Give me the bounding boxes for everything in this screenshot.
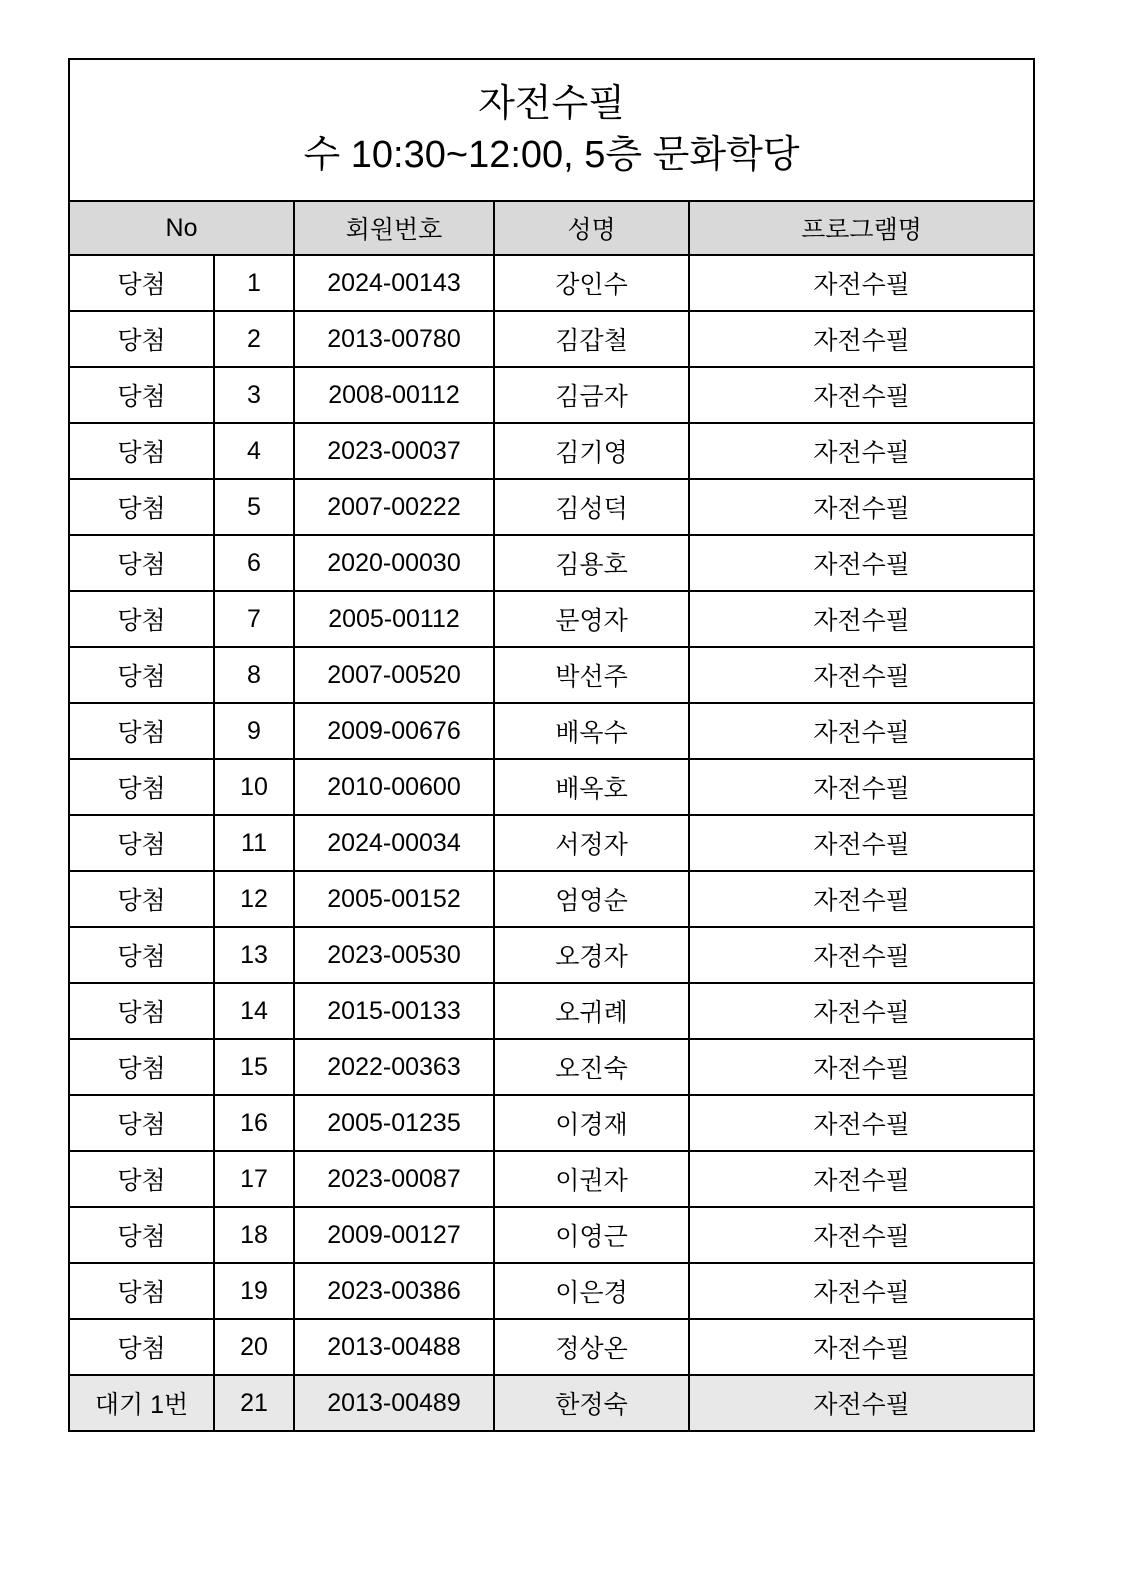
cell-name: 김갑철 (494, 311, 689, 367)
cell-name: 오경자 (494, 927, 689, 983)
cell-member-no: 2009-00127 (294, 1207, 494, 1263)
cell-member-no: 2023-00087 (294, 1151, 494, 1207)
table-row (69, 703, 1034, 759)
title-row (69, 59, 1034, 201)
cell-name: 엄영순 (494, 871, 689, 927)
cell-status: 당첨 (69, 927, 214, 983)
cell-name: 문영자 (494, 591, 689, 647)
cell-status: 당첨 (69, 1095, 214, 1151)
cell-status: 당첨 (69, 759, 214, 815)
cell-status: 당첨 (69, 1207, 214, 1263)
table-body (69, 255, 1034, 1431)
table-row (69, 311, 1034, 367)
cell-status: 당첨 (69, 647, 214, 703)
cell-member-no: 2007-00222 (294, 479, 494, 535)
cell-name: 배옥호 (494, 759, 689, 815)
cell-member-no: 2020-00030 (294, 535, 494, 591)
cell-status: 당첨 (69, 703, 214, 759)
table-row (69, 927, 1034, 983)
cell-status: 당첨 (69, 871, 214, 927)
cell-status: 당첨 (69, 255, 214, 311)
page-title (69, 59, 1034, 201)
cell-program: 자전수필 (689, 1319, 1034, 1375)
cell-program: 자전수필 (689, 647, 1034, 703)
cell-name: 서정자 (494, 815, 689, 871)
cell-program: 자전수필 (689, 759, 1034, 815)
cell-member-no: 2008-00112 (294, 367, 494, 423)
cell-program: 자전수필 (689, 927, 1034, 983)
cell-no: 21 (214, 1375, 294, 1431)
cell-no: 3 (214, 367, 294, 423)
cell-member-no: 2023-00530 (294, 927, 494, 983)
cell-no: 6 (214, 535, 294, 591)
cell-no: 5 (214, 479, 294, 535)
cell-name: 박선주 (494, 647, 689, 703)
cell-status: 당첨 (69, 1151, 214, 1207)
table-row (69, 759, 1034, 815)
table-row (69, 1263, 1034, 1319)
table-row (69, 255, 1034, 311)
cell-member-no: 2024-00143 (294, 255, 494, 311)
cell-no: 18 (214, 1207, 294, 1263)
cell-name: 정상온 (494, 1319, 689, 1375)
cell-name: 김기영 (494, 423, 689, 479)
table-row (69, 591, 1034, 647)
table-row (69, 479, 1034, 535)
cell-no: 11 (214, 815, 294, 871)
cell-member-no: 2023-00386 (294, 1263, 494, 1319)
cell-no: 19 (214, 1263, 294, 1319)
cell-member-no: 2023-00037 (294, 423, 494, 479)
cell-no: 7 (214, 591, 294, 647)
cell-name: 이경재 (494, 1095, 689, 1151)
table-row (69, 1039, 1034, 1095)
table-row (69, 1375, 1034, 1431)
cell-no: 1 (214, 255, 294, 311)
table-row (69, 423, 1034, 479)
cell-program: 자전수필 (689, 815, 1034, 871)
cell-no: 9 (214, 703, 294, 759)
cell-program: 자전수필 (689, 479, 1034, 535)
cell-no: 10 (214, 759, 294, 815)
cell-status: 대기 1번 (69, 1375, 214, 1431)
column-header-program: 프로그램명 (689, 201, 1034, 255)
table-row (69, 1095, 1034, 1151)
cell-program: 자전수필 (689, 1207, 1034, 1263)
column-header-no: No (69, 201, 294, 255)
cell-status: 당첨 (69, 479, 214, 535)
cell-status: 당첨 (69, 367, 214, 423)
cell-no: 17 (214, 1151, 294, 1207)
cell-status: 당첨 (69, 1039, 214, 1095)
cell-name: 이은경 (494, 1263, 689, 1319)
table-row (69, 647, 1034, 703)
cell-no: 15 (214, 1039, 294, 1095)
cell-member-no: 2024-00034 (294, 815, 494, 871)
column-header-name: 성명 (494, 201, 689, 255)
cell-no: 2 (214, 311, 294, 367)
table-row (69, 1151, 1034, 1207)
cell-name: 오진숙 (494, 1039, 689, 1095)
cell-program: 자전수필 (689, 1039, 1034, 1095)
column-header-member-no: 회원번호 (294, 201, 494, 255)
cell-program: 자전수필 (689, 591, 1034, 647)
cell-name: 김성덕 (494, 479, 689, 535)
table-row (69, 535, 1034, 591)
lottery-result-table (68, 58, 1035, 1432)
cell-member-no: 2010-00600 (294, 759, 494, 815)
cell-name: 오귀례 (494, 983, 689, 1039)
cell-program: 자전수필 (689, 703, 1034, 759)
cell-name: 김금자 (494, 367, 689, 423)
cell-name: 이영근 (494, 1207, 689, 1263)
cell-member-no: 2005-01235 (294, 1095, 494, 1151)
cell-name: 강인수 (494, 255, 689, 311)
cell-no: 8 (214, 647, 294, 703)
table-row (69, 815, 1034, 871)
cell-program: 자전수필 (689, 1151, 1034, 1207)
table-row (69, 1319, 1034, 1375)
cell-program: 자전수필 (689, 423, 1034, 479)
cell-status: 당첨 (69, 311, 214, 367)
cell-program: 자전수필 (689, 1095, 1034, 1151)
cell-program: 자전수필 (689, 311, 1034, 367)
cell-member-no: 2013-00488 (294, 1319, 494, 1375)
table-row (69, 1207, 1034, 1263)
cell-member-no: 2022-00363 (294, 1039, 494, 1095)
cell-member-no: 2009-00676 (294, 703, 494, 759)
cell-program: 자전수필 (689, 983, 1034, 1039)
cell-status: 당첨 (69, 591, 214, 647)
cell-program: 자전수필 (689, 367, 1034, 423)
cell-no: 16 (214, 1095, 294, 1151)
title-schedule: 수 10:30~12:00, 5층 문화학당 (303, 134, 800, 176)
cell-member-no: 2015-00133 (294, 983, 494, 1039)
cell-member-no: 2005-00152 (294, 871, 494, 927)
cell-program: 자전수필 (689, 1263, 1034, 1319)
cell-program: 자전수필 (689, 535, 1034, 591)
cell-program: 자전수필 (689, 871, 1034, 927)
cell-name: 한정숙 (494, 1375, 689, 1431)
cell-no: 12 (214, 871, 294, 927)
cell-no: 4 (214, 423, 294, 479)
cell-no: 20 (214, 1319, 294, 1375)
cell-status: 당첨 (69, 983, 214, 1039)
cell-program: 자전수필 (689, 1375, 1034, 1431)
cell-name: 배옥수 (494, 703, 689, 759)
table-header-row (69, 201, 1034, 255)
cell-no: 13 (214, 927, 294, 983)
cell-name: 이권자 (494, 1151, 689, 1207)
cell-member-no: 2013-00780 (294, 311, 494, 367)
cell-name: 김용호 (494, 535, 689, 591)
cell-member-no: 2007-00520 (294, 647, 494, 703)
table-row (69, 367, 1034, 423)
cell-status: 당첨 (69, 1263, 214, 1319)
title-program-name: 자전수필 (478, 82, 625, 125)
table-row (69, 871, 1034, 927)
table-row (69, 983, 1034, 1039)
cell-no: 14 (214, 983, 294, 1039)
cell-member-no: 2005-00112 (294, 591, 494, 647)
cell-program: 자전수필 (689, 255, 1034, 311)
cell-status: 당첨 (69, 423, 214, 479)
cell-status: 당첨 (69, 1319, 214, 1375)
cell-status: 당첨 (69, 815, 214, 871)
cell-member-no: 2013-00489 (294, 1375, 494, 1431)
cell-status: 당첨 (69, 535, 214, 591)
